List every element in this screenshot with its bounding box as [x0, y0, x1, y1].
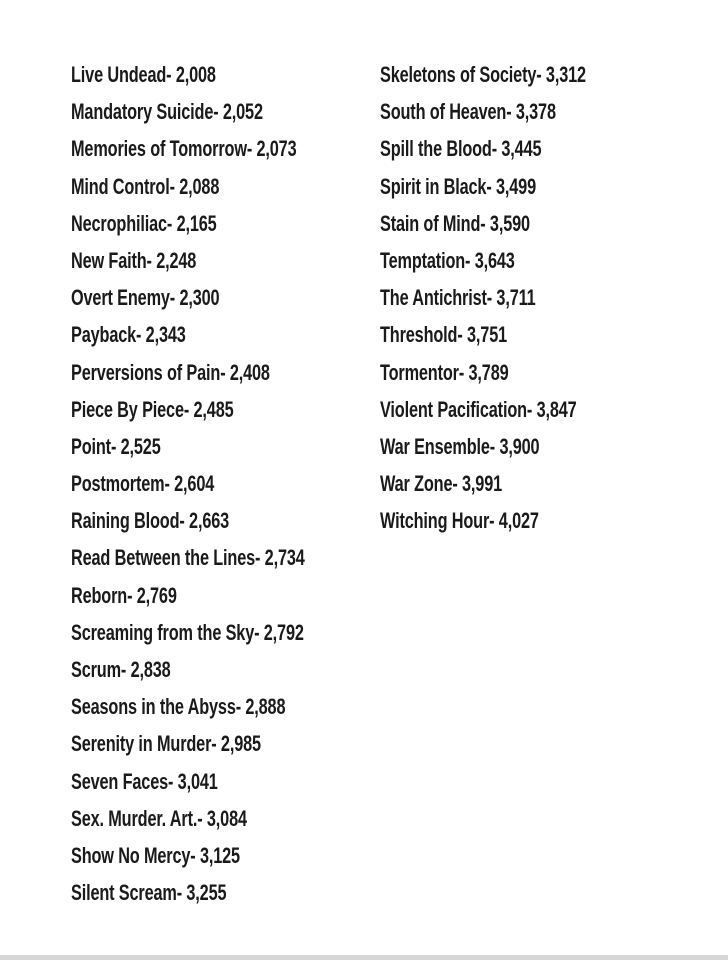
list-item: The Antichrist- 3,711 — [380, 285, 536, 311]
list-item: Point- 2,525 — [71, 433, 161, 459]
list-item: Raining Blood- 2,663 — [71, 508, 230, 534]
page-bottom-divider — [0, 955, 728, 960]
list-item: Tormentor- 3,789 — [380, 359, 509, 385]
list-item: Mind Control- 2,088 — [71, 173, 220, 199]
list-item: Mandatory Suicide- 2,052 — [71, 99, 263, 125]
list-item: South of Heaven- 3,378 — [380, 99, 556, 125]
list-item: Piece By Piece- 2,485 — [71, 396, 234, 422]
list-item: Memories of Tomorrow- 2,073 — [71, 136, 297, 162]
list-item: Screaming from the Sky- 2,792 — [71, 619, 304, 645]
list-item: Skeletons of Society- 3,312 — [380, 62, 586, 87]
list-item: Spirit in Black- 3,499 — [380, 173, 537, 199]
list-item: Serenity in Murder- 2,985 — [71, 731, 261, 757]
list-item: Seven Faces- 3,041 — [71, 768, 218, 794]
list-item: War Zone- 3,991 — [380, 471, 503, 497]
list-item: Necrophiliac- 2,165 — [71, 210, 217, 236]
list-item: Stain of Mind- 3,590 — [380, 210, 530, 236]
right-column-list — [380, 56, 658, 539]
list-item: Perversions of Pain- 2,408 — [71, 359, 270, 385]
list-item: Scrum- 2,838 — [71, 657, 171, 682]
list-item: Silent Scream- 3,255 — [71, 880, 227, 906]
list-item: Read Between the Lines- 2,734 — [71, 545, 305, 571]
list-item: Seasons in the Abyss- 2,888 — [71, 694, 286, 720]
list-item: New Faith- 2,248 — [71, 247, 197, 273]
list-item: Postmortem- 2,604 — [71, 471, 215, 497]
list-item: Payback- 2,343 — [71, 322, 186, 348]
list-item: War Ensemble- 3,900 — [380, 433, 540, 459]
list-item: Witching Hour- 4,027 — [380, 508, 539, 534]
left-column-list — [71, 56, 387, 911]
list-item: Spill the Blood- 3,445 — [380, 136, 542, 162]
list-item: Threshold- 3,751 — [380, 322, 508, 348]
list-item: Temptation- 3,643 — [380, 247, 515, 273]
list-item: Violent Pacification- 3,847 — [380, 396, 577, 422]
list-item: Reborn- 2,769 — [71, 582, 177, 608]
list-item: Sex. Murder. Art.- 3,084 — [71, 805, 247, 831]
list-item: Overt Enemy- 2,300 — [71, 285, 220, 311]
list-item: Show No Mercy- 3,125 — [71, 842, 240, 868]
list-item: Live Undead- 2,008 — [71, 62, 216, 87]
